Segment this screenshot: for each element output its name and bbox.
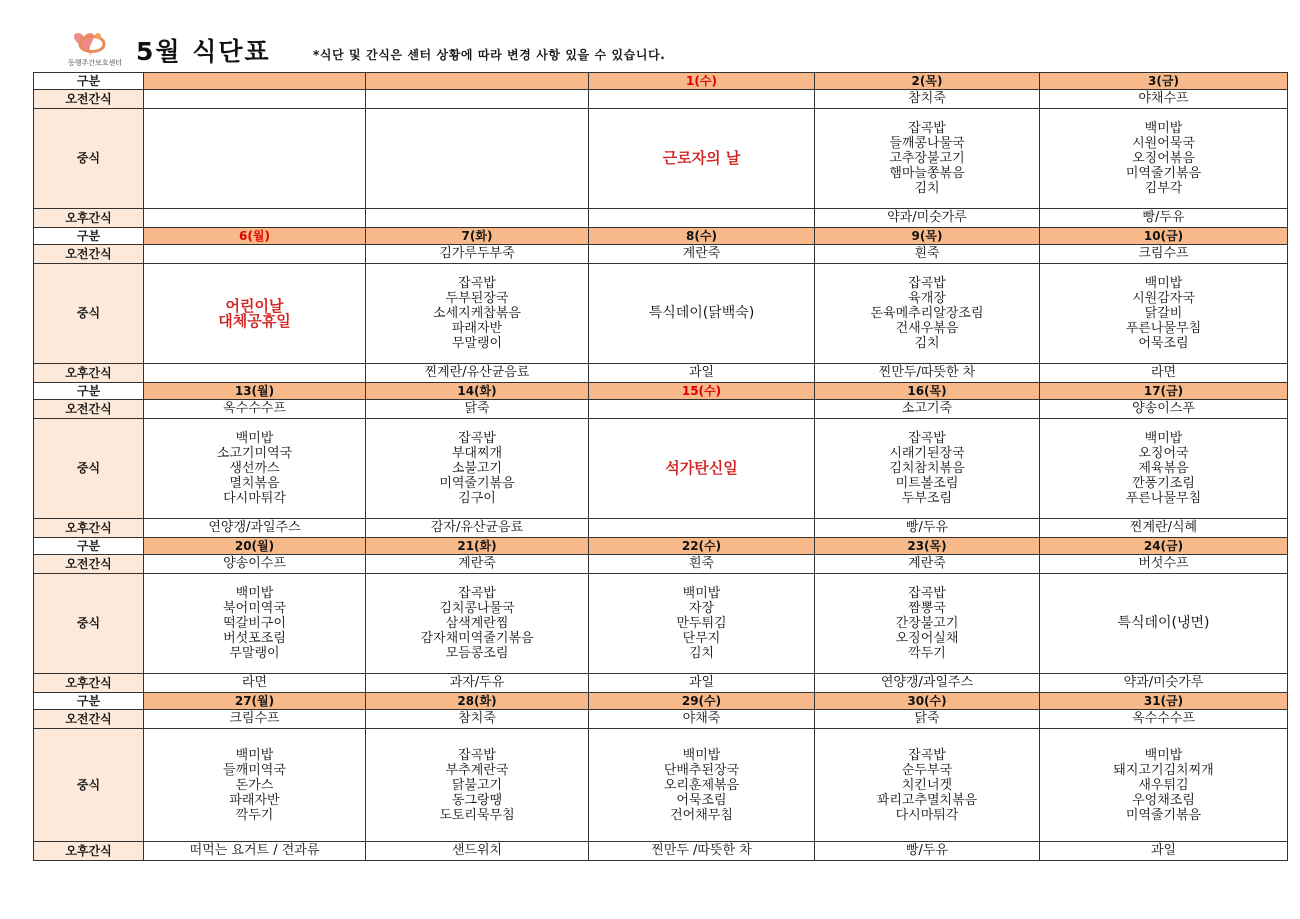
afternoon-snack-cell <box>589 209 815 228</box>
lunch-cell <box>1040 574 1288 674</box>
morning-snack-cell <box>144 90 366 109</box>
menu-item: 두부조림 <box>901 491 953 506</box>
morning-snack-row <box>34 90 1288 109</box>
menu-item: 간장불고기 <box>895 616 959 631</box>
day-header: 7(화) <box>366 228 589 245</box>
menu-item: 버섯포조림 <box>223 631 286 646</box>
lunch-cell <box>815 419 1040 519</box>
morning-snack-cell: 계란죽 <box>366 555 589 574</box>
menu-item: 만두튀김 <box>676 616 727 631</box>
menu-item: 푸른나물무침 <box>1125 321 1202 336</box>
afternoon-snack-cell: 감자/유산균음료 <box>366 519 589 538</box>
menu-item: 미역줄기볶음 <box>439 476 515 491</box>
afternoon-snack-cell: 떠먹는 요거트 / 견과류 <box>144 842 366 861</box>
lunch-cell <box>144 574 366 674</box>
lunch-cell <box>366 264 589 364</box>
afternoon-snack-cell: 약과/미숫가루 <box>1040 674 1288 693</box>
menu-item: 백미밥 <box>235 431 274 446</box>
lunch-cell <box>366 574 589 674</box>
menu-item: 파래자반 <box>229 792 280 808</box>
afternoon-snack-label: 오후간식 <box>34 674 144 693</box>
morning-snack-cell: 소고기죽 <box>815 400 1040 419</box>
menu-item: 오징어국 <box>1138 446 1189 461</box>
lunch-label: 중식 <box>34 574 144 674</box>
morning-snack-cell: 옥수수수프 <box>1040 710 1288 729</box>
menu-item: 무말랭이 <box>451 336 503 351</box>
menu-item: 건어채무침 <box>670 807 733 823</box>
lunch-cell <box>815 729 1040 842</box>
afternoon-snack-label: 오후간식 <box>34 364 144 383</box>
lunch-cell <box>1040 264 1288 364</box>
menu-item: 돈가스 <box>235 777 274 793</box>
morning-snack-cell: 크림수프 <box>144 710 366 729</box>
menu-item: 김부각 <box>1144 181 1183 196</box>
menu-item: 육개장 <box>908 291 946 306</box>
day-header: 10(금) <box>1040 228 1288 245</box>
menu-item: 특식데이(냉면) <box>1117 615 1210 631</box>
afternoon-snack-cell: 과일 <box>1040 842 1288 861</box>
morning-snack-cell: 닭죽 <box>366 400 589 419</box>
morning-snack-cell <box>589 400 815 419</box>
menu-item: 김구이 <box>458 491 496 506</box>
menu-item: 돈육메추리알장조림 <box>870 306 984 321</box>
afternoon-snack-row <box>34 209 1288 228</box>
afternoon-snack-label: 오후간식 <box>34 209 144 228</box>
afternoon-snack-cell: 과자/두유 <box>366 674 589 693</box>
holiday-name: 대체공휴일 <box>218 311 291 330</box>
day-header: 8(수) <box>589 228 815 245</box>
lunch-row <box>34 729 1288 842</box>
week-header-row <box>34 693 1288 710</box>
day-header: 6(월) <box>144 228 366 245</box>
menu-item: 고추장불고기 <box>889 151 965 166</box>
morning-snack-label: 오전간식 <box>34 245 144 264</box>
menu-item: 닭불고기 <box>451 777 503 793</box>
week-header-row <box>34 538 1288 555</box>
day-header: 17(금) <box>1040 383 1288 400</box>
menu-item: 백미밥 <box>235 586 274 601</box>
holiday-name: 어린이날 <box>225 296 284 315</box>
lunch-cell <box>589 264 815 364</box>
menu-item: 어묵조림 <box>1138 336 1189 351</box>
menu-item: 특식데이(닭백숙) <box>648 305 755 321</box>
menu-item: 김치 <box>688 646 715 661</box>
menu-item: 백미밥 <box>682 747 721 763</box>
lunch-cell <box>1040 109 1288 209</box>
menu-item: 멸치볶음 <box>229 476 280 491</box>
lunch-cell <box>144 109 366 209</box>
afternoon-snack-label: 오후간식 <box>34 519 144 538</box>
holiday-cell <box>589 419 815 519</box>
lunch-cell <box>144 729 366 842</box>
day-header: 3(금) <box>1040 73 1288 90</box>
menu-item: 시원감자국 <box>1132 291 1195 306</box>
afternoon-snack-cell: 찐만두/따뜻한 차 <box>815 364 1040 383</box>
page-header <box>0 0 1300 72</box>
menu-item: 단배추된장국 <box>663 762 740 778</box>
morning-snack-label: 오전간식 <box>34 555 144 574</box>
menu-item: 무말랭이 <box>229 646 280 661</box>
menu-item: 잡곡밥 <box>458 431 496 446</box>
menu-item: 동그랑땡 <box>451 792 503 808</box>
afternoon-snack-row <box>34 842 1288 861</box>
afternoon-snack-cell <box>589 519 815 538</box>
morning-snack-cell: 옥수수수프 <box>144 400 366 419</box>
morning-snack-row <box>34 400 1288 419</box>
menu-item: 자장 <box>688 601 715 616</box>
menu-item: 잡곡밥 <box>908 586 946 601</box>
menu-item: 북어미역국 <box>223 601 286 616</box>
week-header-row <box>34 228 1288 245</box>
menu-item: 미트볼조림 <box>895 476 959 491</box>
menu-item: 김치콩나물국 <box>439 601 515 616</box>
day-header: 31(금) <box>1040 693 1288 710</box>
morning-snack-cell: 참치죽 <box>366 710 589 729</box>
menu-item: 잡곡밥 <box>908 747 946 763</box>
morning-snack-cell: 흰죽 <box>815 245 1040 264</box>
day-header: 24(금) <box>1040 538 1288 555</box>
menu-item: 백미밥 <box>235 747 274 763</box>
menu-item: 푸른나물무침 <box>1125 491 1202 506</box>
afternoon-snack-row <box>34 364 1288 383</box>
menu-item: 새우튀김 <box>1138 777 1189 793</box>
menu-item: 감자채미역줄기볶음 <box>420 631 534 646</box>
menu-item: 깍두기 <box>908 646 946 661</box>
menu-item: 백미밥 <box>682 586 721 601</box>
menu-item: 깐풍기조림 <box>1132 476 1195 491</box>
menu-item: 다시마튀각 <box>223 491 286 506</box>
menu-item: 파래자반 <box>451 321 503 336</box>
day-header: 13(월) <box>144 383 366 400</box>
lunch-label: 중식 <box>34 109 144 209</box>
menu-item: 부대찌개 <box>451 446 503 461</box>
morning-snack-cell: 크림수프 <box>1040 245 1288 264</box>
lunch-cell <box>589 574 815 674</box>
day-header <box>366 73 589 90</box>
menu-item: 잡곡밥 <box>458 276 496 291</box>
menu-item: 김치참치볶음 <box>889 461 965 476</box>
lunch-cell <box>1040 419 1288 519</box>
afternoon-snack-cell: 찐계란/식혜 <box>1040 519 1288 538</box>
day-header: 1(수) <box>589 73 815 90</box>
afternoon-snack-row <box>34 674 1288 693</box>
holiday-cell <box>589 109 815 209</box>
menu-item: 소고기미역국 <box>216 446 293 461</box>
lunch-cell <box>589 729 815 842</box>
morning-snack-cell: 버섯수프 <box>1040 555 1288 574</box>
afternoon-snack-cell: 약과/미숫가루 <box>815 209 1040 228</box>
menu-item: 시원어묵국 <box>1132 136 1195 151</box>
morning-snack-label: 오전간식 <box>34 400 144 419</box>
afternoon-snack-row <box>34 519 1288 538</box>
week-header-row <box>34 73 1288 90</box>
menu-item: 우엉채조림 <box>1132 792 1195 808</box>
afternoon-snack-cell: 찐만두 /따뜻한 차 <box>589 842 815 861</box>
day-header: 27(월) <box>144 693 366 710</box>
menu-item: 어묵조림 <box>676 792 727 808</box>
holiday-cell <box>144 264 366 364</box>
menu-item: 김치 <box>914 181 940 196</box>
menu-item: 미역줄기볶음 <box>1125 166 1202 181</box>
menu-item: 삼색계란찜 <box>445 616 509 631</box>
morning-snack-cell: 계란죽 <box>589 245 815 264</box>
lunch-cell <box>144 419 366 519</box>
afternoon-snack-cell <box>144 209 366 228</box>
menu-item: 들깨콩나물국 <box>889 136 965 151</box>
menu-item: 시래기된장국 <box>889 446 965 461</box>
menu-item: 백미밥 <box>1144 276 1183 291</box>
afternoon-snack-cell: 과일 <box>589 674 815 693</box>
menu-item: 잡곡밥 <box>908 276 946 291</box>
menu-item: 들깨미역국 <box>223 762 286 778</box>
morning-snack-cell: 닭죽 <box>815 710 1040 729</box>
week-header-row <box>34 383 1288 400</box>
day-header: 30(수) <box>815 693 1040 710</box>
day-header: 29(수) <box>589 693 815 710</box>
section-label: 구분 <box>34 538 144 555</box>
morning-snack-cell: 양송이스푸 <box>1040 400 1288 419</box>
menu-item: 미역줄기볶음 <box>1125 807 1202 823</box>
menu-item: 닭갈비 <box>1144 306 1183 321</box>
menu-item: 제육볶음 <box>1138 461 1189 476</box>
morning-snack-cell <box>144 245 366 264</box>
morning-snack-row <box>34 245 1288 264</box>
lunch-cell <box>366 419 589 519</box>
menu-item: 순두부국 <box>901 762 953 778</box>
menu-item: 떡갈비구이 <box>223 616 286 631</box>
menu-item: 모듬콩조림 <box>445 646 509 661</box>
menu-item: 김치 <box>914 336 940 351</box>
morning-snack-cell: 김가루두부죽 <box>366 245 589 264</box>
day-header: 28(화) <box>366 693 589 710</box>
menu-item: 백미밥 <box>1144 431 1183 446</box>
afternoon-snack-cell: 과일 <box>589 364 815 383</box>
menu-item: 도토리묵무침 <box>439 807 515 823</box>
lunch-label: 중식 <box>34 419 144 519</box>
menu-item: 잡곡밥 <box>908 121 946 136</box>
lunch-cell <box>815 264 1040 364</box>
section-label: 구분 <box>34 73 144 90</box>
day-header: 2(목) <box>815 73 1040 90</box>
afternoon-snack-cell: 연양갱/과일주스 <box>144 519 366 538</box>
morning-snack-cell: 계란죽 <box>815 555 1040 574</box>
day-header: 22(수) <box>589 538 815 555</box>
menu-item: 잡곡밥 <box>458 747 496 763</box>
menu-item: 생선까스 <box>229 461 280 476</box>
day-header: 20(월) <box>144 538 366 555</box>
day-header: 15(수) <box>589 383 815 400</box>
morning-snack-row <box>34 710 1288 729</box>
menu-item: 햄마늘쫑볶음 <box>889 166 965 181</box>
menu-item: 오리훈제볶음 <box>663 777 740 793</box>
menu-item: 다시마튀각 <box>895 807 959 823</box>
morning-snack-label: 오전간식 <box>34 710 144 729</box>
lunch-label: 중식 <box>34 264 144 364</box>
menu-item: 백미밥 <box>1144 121 1183 136</box>
afternoon-snack-cell: 라면 <box>1040 364 1288 383</box>
morning-snack-cell: 야채수프 <box>1040 90 1288 109</box>
menu-item: 오징어실채 <box>895 631 959 646</box>
lunch-cell <box>1040 729 1288 842</box>
lunch-cell <box>366 109 589 209</box>
menu-item: 잡곡밥 <box>908 431 946 446</box>
afternoon-snack-cell: 빵/두유 <box>815 842 1040 861</box>
meal-plan-table <box>33 72 1288 861</box>
lunch-row <box>34 264 1288 364</box>
menu-item: 짬뽕국 <box>908 601 946 616</box>
notice-text: *식단 및 간식은 센터 상황에 따라 변경 사항 있을 수 있습니다. <box>313 48 666 62</box>
menu-item: 건새우볶음 <box>895 321 959 336</box>
menu-item: 두부된장국 <box>445 291 509 306</box>
morning-snack-cell <box>589 90 815 109</box>
afternoon-snack-cell: 샌드위치 <box>366 842 589 861</box>
day-header: 9(목) <box>815 228 1040 245</box>
morning-snack-cell: 참치죽 <box>815 90 1040 109</box>
menu-item: 치킨너겟 <box>901 777 953 793</box>
day-header: 16(목) <box>815 383 1040 400</box>
section-label: 구분 <box>34 383 144 400</box>
day-header: 21(화) <box>366 538 589 555</box>
morning-snack-cell <box>366 90 589 109</box>
menu-item: 깍두기 <box>235 807 274 823</box>
lunch-row <box>34 574 1288 674</box>
holiday-name: 석가탄신일 <box>665 459 738 477</box>
lunch-label: 중식 <box>34 729 144 842</box>
lunch-row <box>34 419 1288 519</box>
morning-snack-row <box>34 555 1288 574</box>
section-label: 구분 <box>34 693 144 710</box>
lunch-cell <box>815 109 1040 209</box>
day-header: 14(화) <box>366 383 589 400</box>
menu-item: 소세지케찹볶음 <box>433 306 521 321</box>
menu-item: 부추계란국 <box>445 762 509 778</box>
menu-item: 꽈리고추멸치볶음 <box>876 792 978 808</box>
morning-snack-cell: 야채죽 <box>589 710 815 729</box>
afternoon-snack-label: 오후간식 <box>34 842 144 861</box>
menu-item: 잡곡밥 <box>458 586 496 601</box>
lunch-row <box>34 109 1288 209</box>
afternoon-snack-cell: 찐계란/유산균음료 <box>366 364 589 383</box>
holiday-name: 근로자의 날 <box>662 149 741 167</box>
day-header: 23(목) <box>815 538 1040 555</box>
logo-text: 동행주간보호센터 <box>67 59 123 67</box>
morning-snack-cell: 흰죽 <box>589 555 815 574</box>
menu-item: 백미밥 <box>1144 747 1183 763</box>
page-title: 5월 식단표 <box>136 37 271 66</box>
menu-item: 오징어볶음 <box>1132 151 1195 166</box>
afternoon-snack-cell: 라면 <box>144 674 366 693</box>
morning-snack-cell: 양송이수프 <box>144 555 366 574</box>
section-label: 구분 <box>34 228 144 245</box>
afternoon-snack-cell: 연양갱/과일주스 <box>815 674 1040 693</box>
menu-item: 단무지 <box>682 631 721 646</box>
menu-item: 소불고기 <box>451 461 503 476</box>
menu-item: 돼지고기김치찌개 <box>1113 762 1214 778</box>
day-header <box>144 73 366 90</box>
afternoon-snack-cell: 빵/두유 <box>815 519 1040 538</box>
afternoon-snack-cell <box>144 364 366 383</box>
afternoon-snack-cell: 빵/두유 <box>1040 209 1288 228</box>
lunch-cell <box>815 574 1040 674</box>
lunch-cell <box>366 729 589 842</box>
morning-snack-label: 오전간식 <box>34 90 144 109</box>
afternoon-snack-cell <box>366 209 589 228</box>
